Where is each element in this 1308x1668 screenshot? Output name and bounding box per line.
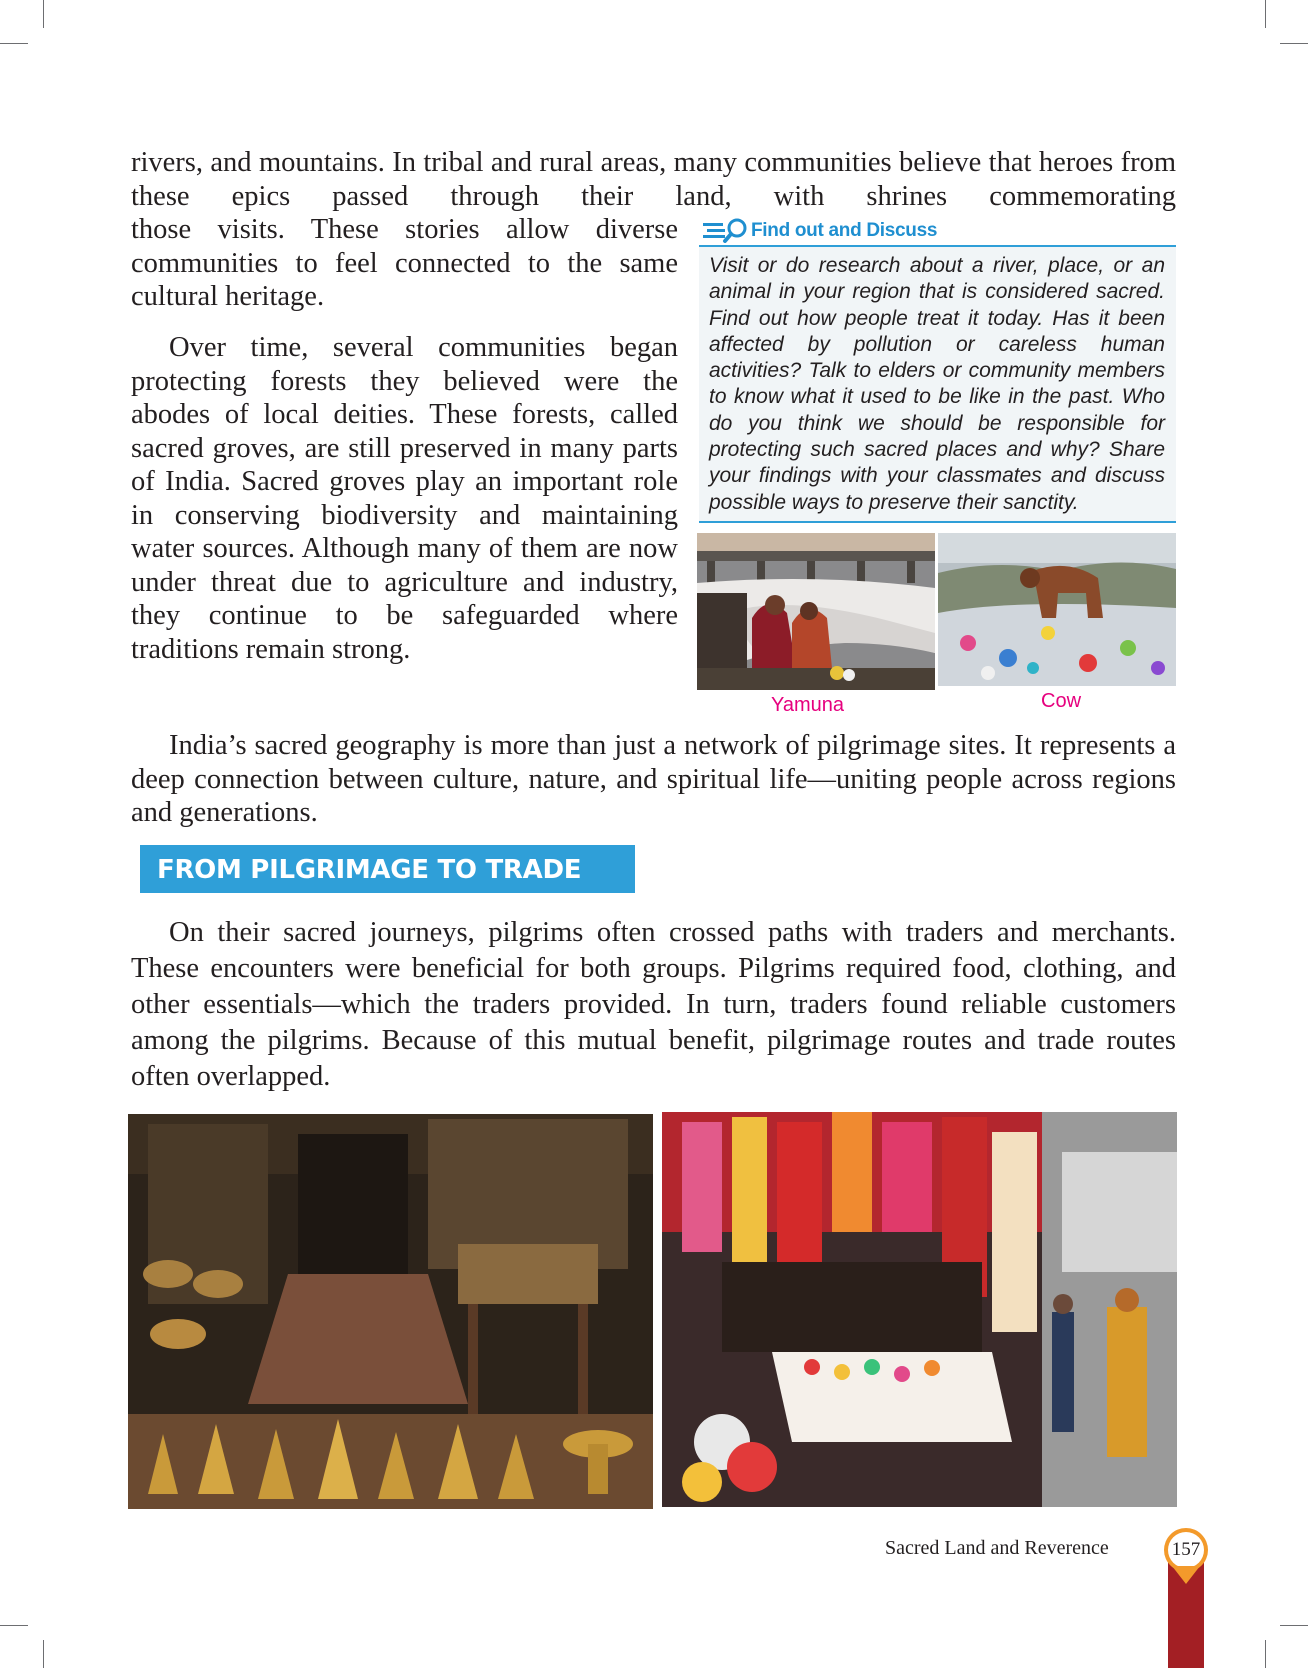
chapter-title-footer: Sacred Land and Reverence — [885, 1537, 1109, 1559]
section-title: FROM PILGRIMAGE TO TRADE — [157, 855, 582, 885]
crop-mark — [0, 1625, 28, 1626]
yamuna-photo — [697, 533, 935, 690]
pilgrimage-trade-paragraph: On their sacred journeys, pilgrims often crossed paths with traders and merchants. These encounters were beneficial for both groups. Pilgrims required food, clothing, and other essentials—which the traders provided. In turn, traders found reliable customers among the pilgrims. Because of this mutual benefit, pilgrimage routes and trade routes often overlapped. — [131, 917, 1176, 1092]
find-out-discuss-box — [699, 215, 1176, 523]
find-out-body — [699, 247, 1176, 523]
intro-paragraph-lines: rivers, and mountains. In tribal and rural areas, many communities believe that heroes from these epics passed through their land, with shrines commemorating — [131, 147, 1176, 212]
intro-paragraph-continuation: those visits. These stories allow diverse communities to feel connected to the same cultural heritage. — [131, 214, 678, 312]
find-out-header — [699, 215, 1176, 247]
brass-shop-photo — [128, 1114, 653, 1509]
find-out-title: Find out and Discuss — [751, 220, 938, 241]
crop-mark — [43, 1640, 44, 1668]
yamuna-caption: Yamuna — [771, 694, 845, 716]
find-out-text: Visit or do research about a river, place, or an animal in your region that is considered sacred. Find out how people treat it today. Has it been affected by pollution or careless human activities? Talk to elders or community members to know what it used to be like in the past. Who do you think we should be responsible for protecting such sacred places and why? Share your findings with your classmates and discuss possible ways to preserve their sanctity. — [709, 254, 1165, 514]
crop-mark — [1280, 1625, 1308, 1626]
market-shop-photo — [662, 1112, 1177, 1507]
crop-mark — [43, 0, 44, 28]
sacred-geography-paragraph: India’s sacred geography is more than just a network of pilgrimage sites. It represents a deep connection between culture, nature, and spiritual life—uniting people across regions and generations. — [131, 730, 1176, 828]
cow-photo — [938, 533, 1176, 686]
section-banner — [140, 845, 635, 893]
magnifier-icon — [701, 217, 751, 243]
crop-mark — [1265, 1640, 1266, 1668]
sacred-groves-paragraph: Over time, several communities began protecting forests they believed were the abodes of local deities. These forests, called sacred groves, are still preserved in many parts of India. Sacred groves play an important role in conserving biodiversity and maintaining water sources. Although many of them are now under threat due to agriculture and industry, they continue to be safeguarded where traditions remain strong. — [131, 332, 678, 665]
crop-mark — [0, 43, 28, 44]
crop-mark — [1265, 0, 1266, 28]
page-number: 157 — [1171, 1539, 1201, 1560]
crop-mark — [1280, 43, 1308, 44]
cow-caption: Cow — [1041, 690, 1082, 712]
